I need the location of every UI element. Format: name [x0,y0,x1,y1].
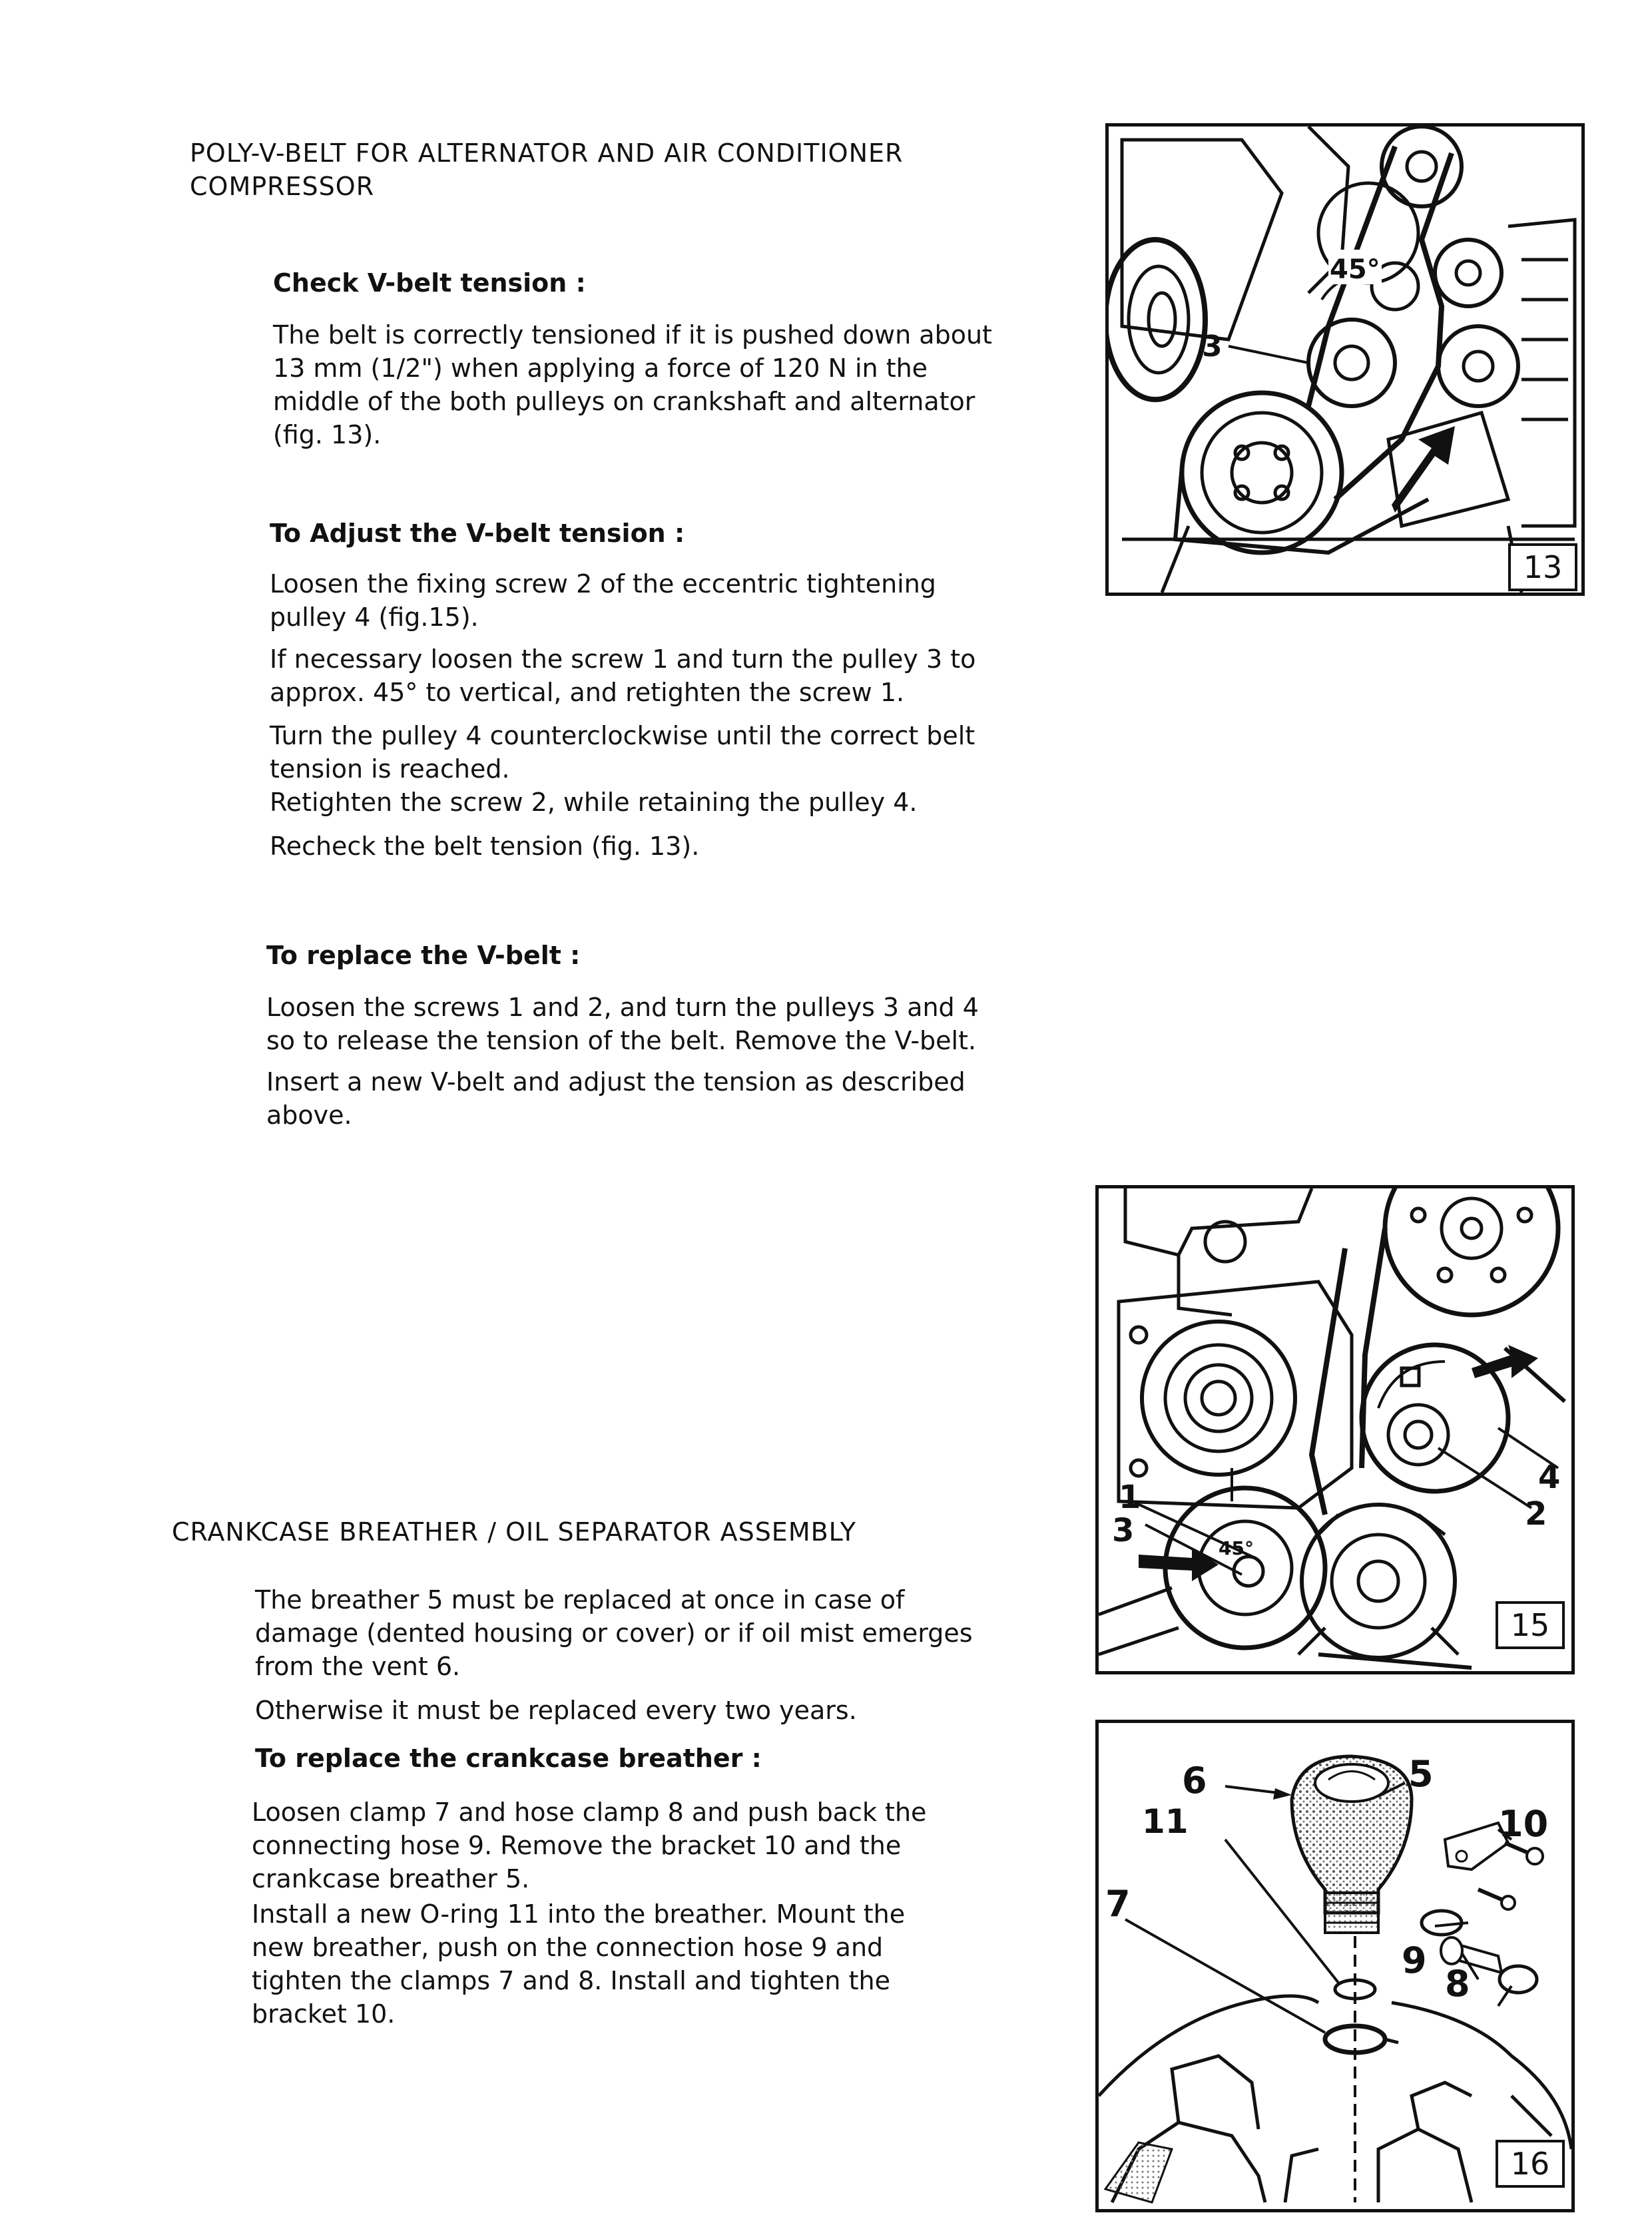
fig15-callout-4: 4 [1538,1459,1561,1496]
fig16-callout-8: 8 [1445,1963,1470,2005]
replace-line: above. [266,1101,352,1130]
figure-16 [1095,1720,1575,2212]
adjust-line: Retighten the screw 2, while retaining the pulley 4. [270,788,918,817]
figure-15-number: 15 [1496,1601,1565,1649]
figure-13-illustration [1109,126,1581,593]
adjust-paragraph-1 [270,567,1002,634]
adjust-line: pulley 4 (fig.15). [270,603,479,632]
fig16-callout-11: 11 [1142,1802,1189,1841]
fig15-callout-1: 1 [1119,1479,1141,1516]
adjust-line: Turn the pulley 4 counterclockwise until the correct belt [270,721,975,750]
breather-line: Install a new O-ring 11 into the breather. Mount the [252,1899,906,1929]
breather-line: Loosen clamp 7 and hose clamp 8 and push back the [252,1798,927,1827]
replace-line: Insert a new V-belt and adjust the tension as described [266,1067,965,1097]
breather-paragraph-3 [252,1796,984,1895]
fig15-callout-2: 2 [1525,1495,1547,1533]
section1-heading-line1: POLY-V-BELT FOR ALTERNATOR AND AIR CONDITIONER [190,138,904,168]
figure-16-illustration [1099,1723,1571,2209]
breather-paragraph-4 [252,1897,984,2031]
fig15-callout-3: 3 [1112,1512,1135,1549]
fig13-angle-label: 45° [1330,254,1380,285]
breather-line: crankcase breather 5. [252,1864,530,1893]
check-line: middle of the both pulleys on crankshaft and alternator [273,387,975,416]
fig16-callout-7: 7 [1105,1883,1131,1925]
breather-paragraph-2: Otherwise it must be replaced every two years. [255,1696,857,1725]
fig15-angle-label: 45° [1219,1537,1254,1559]
section2-heading: CRANKCASE BREATHER / OIL SEPARATOR ASSEMBLY [172,1517,857,1547]
breather-line: new breather, push on the connection hose 9 and [252,1933,884,1962]
fig16-callout-6: 6 [1182,1760,1207,1802]
replace-line: Loosen the screws 1 and 2, and turn the pulleys 3 and 4 [266,993,979,1022]
replace-vbelt-title: To replace the V-belt : [266,941,581,970]
replace-breather-title: To replace the crankcase breather : [255,1744,762,1773]
figure-16-number: 16 [1496,2140,1565,2188]
fig16-callout-5: 5 [1408,1753,1434,1795]
adjust-line: If necessary loosen the screw 1 and turn the pulley 3 to [270,644,976,674]
adjust-line: tension is reached. [270,754,510,784]
replace-paragraph-2 [266,1065,999,1132]
check-line: The belt is correctly tensioned if it is pushed down about [273,320,992,350]
check-line: 13 mm (1/2") when applying a force of 120 N in the [273,354,928,383]
check-tension-title: Check V-belt tension : [273,268,586,298]
figure-13-number: 13 [1508,543,1577,591]
check-line: (fig. 13). [273,420,382,449]
figure-15-illustration [1099,1188,1571,1671]
replace-line: so to release the tension of the belt. Remove the V-belt. [266,1026,977,1055]
adjust-line: Loosen the fixing screw 2 of the eccentric tightening [270,569,936,599]
adjust-paragraph-4: Recheck the belt tension (fig. 13). [270,832,700,861]
breather-paragraph-1 [255,1583,987,1683]
fig16-callout-10: 10 [1498,1803,1549,1845]
figure-15 [1095,1185,1575,1674]
breather-line: The breather 5 must be replaced at once in case of [255,1585,905,1615]
check-tension-paragraph [273,318,1005,451]
fig13-callout-3: 3 [1202,330,1223,364]
breather-line: connecting hose 9. Remove the bracket 10 and the [252,1831,902,1860]
section1-heading [190,136,1015,203]
adjust-paragraph-3 [270,719,1002,819]
fig16-callout-9: 9 [1402,1939,1427,1981]
breather-line: damage (dented housing or cover) or if oil mist emerges [255,1618,973,1648]
figure-13 [1105,123,1585,596]
breather-line: from the vent 6. [255,1652,461,1681]
section1-heading-line2: COMPRESSOR [190,172,375,201]
adjust-paragraph-2 [270,642,1002,709]
replace-paragraph-1 [266,991,999,1057]
adjust-tension-title: To Adjust the V-belt tension : [270,519,685,548]
adjust-line: approx. 45° to vertical, and retighten the screw 1. [270,678,905,707]
breather-line: tighten the clamps 7 and 8. Install and tighten the [252,1966,890,1995]
breather-line: bracket 10. [252,1999,396,2029]
